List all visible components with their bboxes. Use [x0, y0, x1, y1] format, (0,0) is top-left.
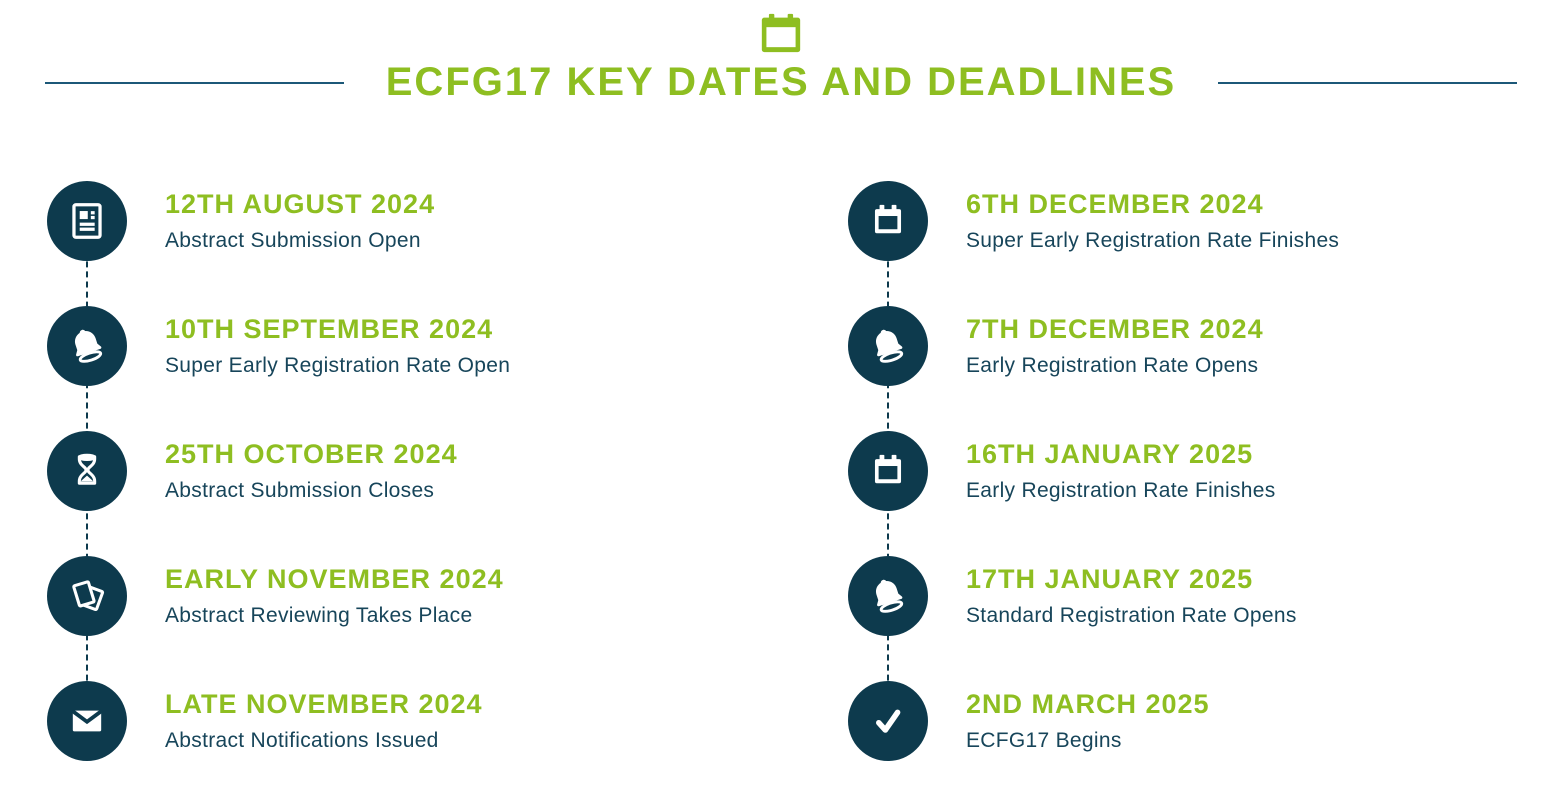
timeline-item — [848, 431, 1562, 511]
timeline-column-left — [47, 181, 848, 761]
timeline-label: Abstract Submission Closes — [165, 479, 435, 502]
timeline-date: 2ND MARCH 2025 — [966, 689, 1210, 719]
timeline-item-text — [966, 314, 1264, 378]
timeline-item — [47, 556, 848, 636]
timeline-item — [848, 181, 1562, 261]
timeline-label: Abstract Reviewing Takes Place — [165, 604, 473, 627]
timeline-date: LATE NOVEMBER 2024 — [165, 689, 483, 719]
timeline-label: Super Early Registration Rate Open — [165, 354, 511, 377]
timeline-date: EARLY NOVEMBER 2024 — [165, 564, 504, 594]
timeline-label: ECFG17 Begins — [966, 729, 1122, 752]
timeline-item — [848, 306, 1562, 386]
timeline-date: 7TH DECEMBER 2024 — [966, 314, 1264, 344]
timeline-column-right — [848, 181, 1562, 761]
page-title: ECFG17 KEY DATES AND DEADLINES — [385, 60, 1177, 104]
timeline-item — [47, 431, 848, 511]
timeline-label: Early Registration Rate Opens — [966, 354, 1259, 377]
timeline-item-text — [966, 689, 1210, 753]
papers-icon — [47, 556, 127, 636]
timeline-label: Early Registration Rate Finishes — [966, 479, 1276, 502]
timeline-item-text — [165, 689, 483, 753]
timeline-date: 25TH OCTOBER 2024 — [165, 439, 458, 469]
bell-icon — [47, 306, 127, 386]
timeline-date: 6TH DECEMBER 2024 — [966, 189, 1264, 219]
envelope-icon — [47, 681, 127, 761]
divider-line-right — [1218, 82, 1517, 84]
timeline-date: 16TH JANUARY 2025 — [966, 439, 1254, 469]
newspaper-icon — [47, 181, 127, 261]
calendar-icon — [848, 431, 928, 511]
timeline-item-text — [966, 189, 1339, 253]
timeline-item — [47, 681, 848, 761]
title-row — [0, 60, 1562, 105]
timeline-label: Abstract Notifications Issued — [165, 729, 439, 752]
timeline-label: Standard Registration Rate Opens — [966, 604, 1297, 627]
check-icon — [848, 681, 928, 761]
hourglass-icon — [47, 431, 127, 511]
timeline-label: Super Early Registration Rate Finishes — [966, 229, 1340, 252]
timeline-item — [47, 306, 848, 386]
timeline-date: 10TH SEPTEMBER 2024 — [165, 314, 494, 344]
timeline-item-text — [165, 439, 458, 503]
bell-icon — [848, 306, 928, 386]
timeline-item — [848, 681, 1562, 761]
timeline-item-text — [165, 314, 510, 378]
bell-icon — [848, 556, 928, 636]
calendar-icon — [0, 12, 1562, 54]
divider-line-left — [45, 82, 344, 84]
timeline-item-text — [165, 189, 435, 253]
timeline-label: Abstract Submission Open — [165, 229, 421, 252]
page-header — [0, 0, 1562, 105]
timeline-item — [848, 556, 1562, 636]
timeline-date: 17TH JANUARY 2025 — [966, 564, 1254, 594]
calendar-icon — [848, 181, 928, 261]
timeline-item-text — [966, 439, 1276, 503]
timeline-item-text — [966, 564, 1297, 628]
timeline-item-text — [165, 564, 504, 628]
timeline-item — [47, 181, 848, 261]
timeline — [0, 181, 1562, 761]
timeline-date: 12TH AUGUST 2024 — [165, 189, 436, 219]
